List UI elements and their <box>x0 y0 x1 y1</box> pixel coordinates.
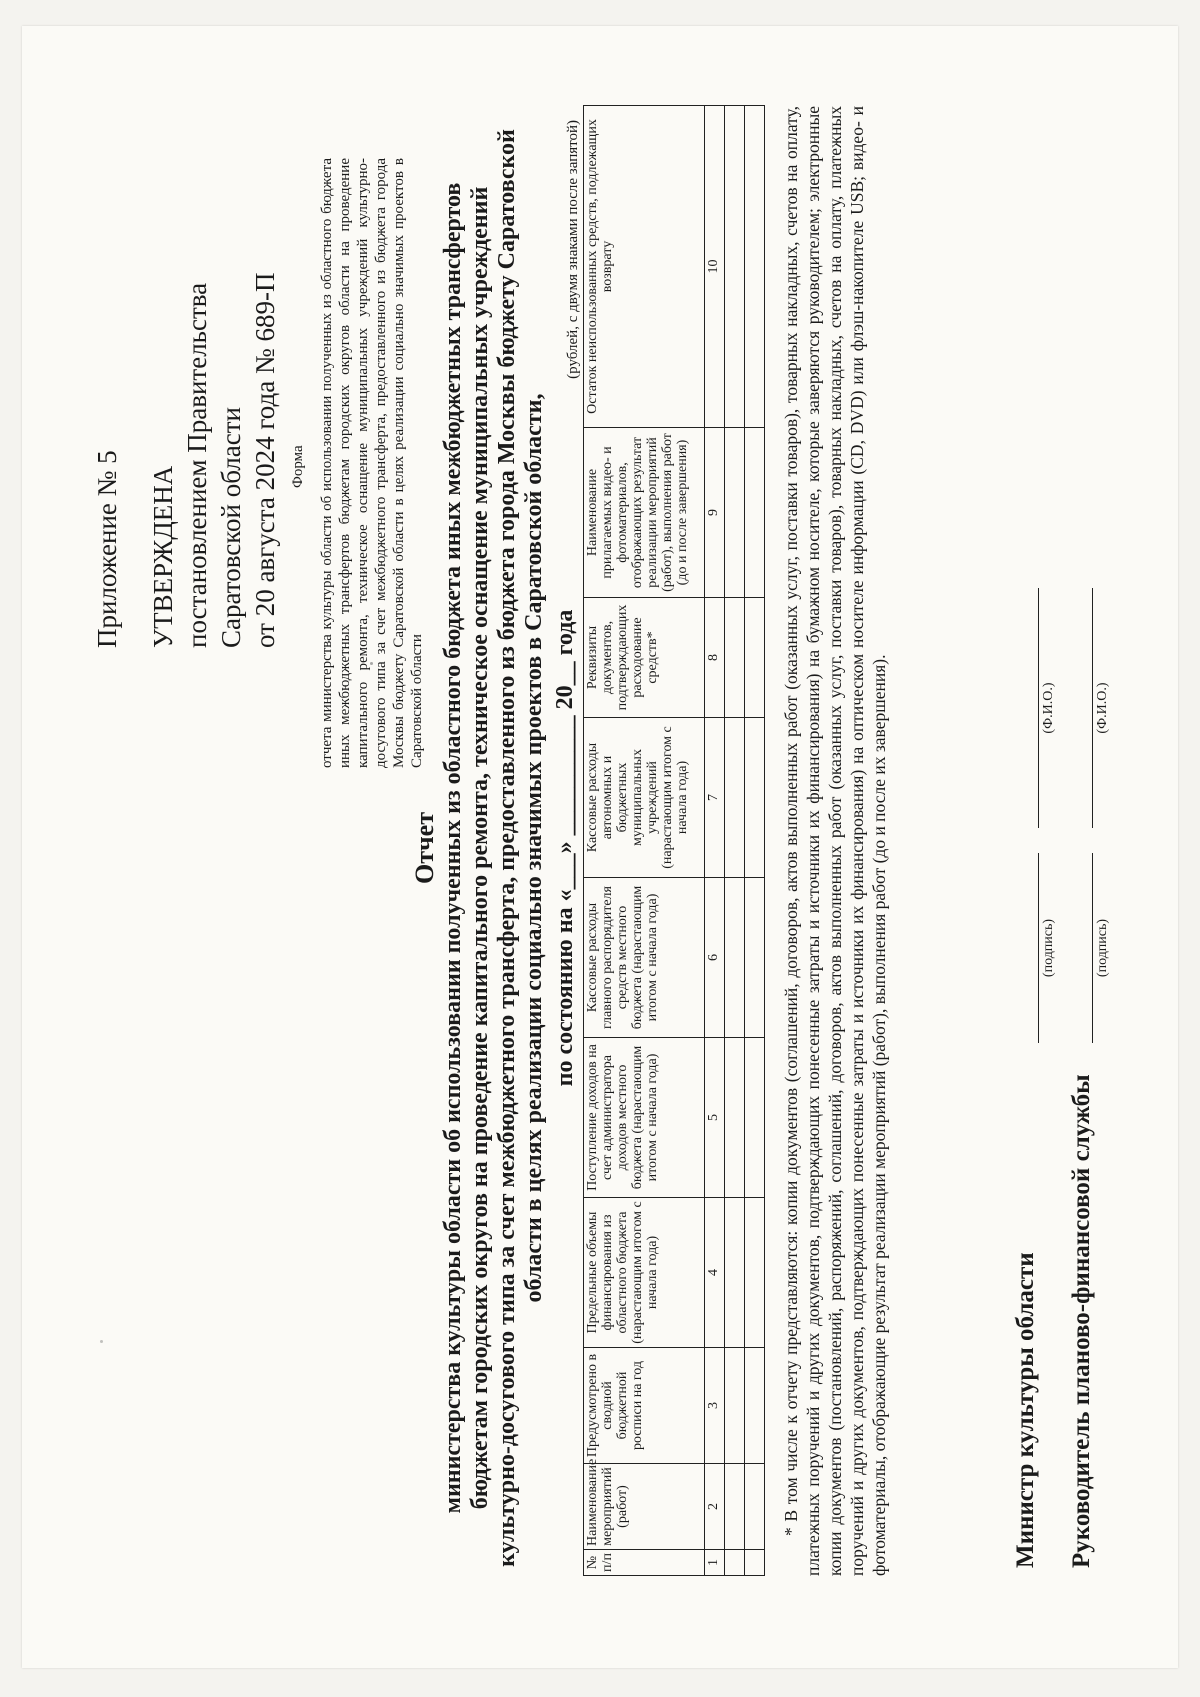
approved-line-3: от 20 августа 2024 года № 689-П <box>250 272 280 648</box>
report-title <box>410 98 580 1598</box>
appendix-block <box>90 128 282 648</box>
table-cell <box>725 1464 745 1550</box>
column-number: 5 <box>705 1038 725 1198</box>
table-cell <box>725 718 745 878</box>
column-number: 8 <box>705 598 725 718</box>
table-cell <box>725 598 745 718</box>
table-cell <box>745 598 765 718</box>
table-cell <box>745 1464 765 1550</box>
table-header-row <box>584 106 705 1576</box>
table-cell <box>745 878 765 1038</box>
table-row <box>725 106 745 1576</box>
column-number: 2 <box>705 1464 725 1550</box>
header-cell: Кассовые расходы главного распорядителя средств местного бюджета (нарастающим итогом с начала года) <box>584 878 705 1038</box>
table-cell <box>725 106 745 428</box>
signature-line <box>1092 853 1093 1043</box>
header-cell: Наименование прилагаемых видео- и фотоматериалов, отображающих результат реализации мероприятий (работ), выполнения работ (до и после завершения) <box>584 428 705 598</box>
table-cell <box>745 1550 765 1576</box>
header-cell: № п/п <box>584 1550 705 1576</box>
header-cell: Предельные объемы финансирования из областного бюджета (нарастающим итогом с начала года) <box>584 1198 705 1348</box>
rotated-document <box>80 98 1120 1598</box>
approved-line-1: постановлением Правительства <box>182 282 212 648</box>
signature-caption: (подпись) <box>1095 918 1110 978</box>
appendix-number: Приложение № 5 <box>92 450 122 648</box>
name-line <box>1038 588 1039 828</box>
approved-label: УТВЕРЖДЕНА <box>148 465 178 648</box>
header-cell: Наименование мероприятий (работ) <box>584 1464 705 1550</box>
form-label: Форма <box>290 445 306 488</box>
table-cell <box>725 1550 745 1576</box>
form-description: отчета министерства культуры области об использовании полученных из областного бюджета иных межбюджетных трансфертов бюджетам городских округов области на проведение капитального ремонта, техническое оснащение муниципальных учреждений культурно-досугового типа за счет межбюджетного трансферта, предоставленного из бюджета города Москвы бюджету Саратовской области в целях реализации социально значимых проектов в Саратовской области <box>319 158 425 768</box>
header-cell: Остаток неиспользованных средств, подлежащих возврату <box>584 106 705 428</box>
report-body: министерства культуры области об использовании полученных из областного бюджета иных межбюджетных трансфертов бюджетам городских округов на проведение капитального ремонта, техническое оснащение муниципальных учреждений культурно-досугового типа за счет межбюджетного трансферта, предоставленного из бюджета города Москвы бюджету Саратовской области в целях реализации социально значимых проектов в Саратовской области, <box>440 129 547 1567</box>
column-number: 4 <box>705 1198 725 1348</box>
column-number: 3 <box>705 1348 725 1464</box>
table-cell <box>745 106 765 428</box>
header-cell: Предусмотрено в сводной бюджетной росписи на год <box>584 1348 705 1464</box>
header-cell: Поступление доходов на счет администратора доходов местного бюджета (нарастающим итогом с начала года) <box>584 1038 705 1198</box>
name-line <box>1092 588 1093 828</box>
table-cell <box>725 1038 745 1198</box>
report-table <box>583 105 765 1576</box>
footnote: * В том числе к отчету представляются: копии документов (соглашений, договоров, актов выполненных работ (оказанных услуг, поставки товаров), товарных накладных, счетов на оплату, платежных поручений и других документов, подтверждающих понесенные затраты и источники их финансирования) на бумажном носителе, которые заверяются руководителем; электронные копии документов (постановлений, распоряжений, соглашений, договоров, актов выполненных работ (оказанных услуг, поставки товаров), товарных накладных, счетов на оплату, платежных поручений и других документов, подтверждающих понесенные затраты и источники их финансирования) на оптическом носителе информации (CD, DVD) или флэш-накопителе USB; видео- и фотоматериалы, отображающие результат реализации мероприятий (работ), выполнения работ (до и после их завершения). <box>781 106 889 1576</box>
signature-line <box>1038 853 1039 1043</box>
column-number: 7 <box>705 718 725 878</box>
table-row <box>745 106 765 1576</box>
table-cell <box>745 1038 765 1198</box>
column-number: 9 <box>705 428 725 598</box>
name-caption: (Ф.И.О.) <box>1095 682 1110 734</box>
table-cell <box>725 428 745 598</box>
header-cell: Кассовые расходы автономных и бюджетных муниципальных учреждений (нарастающим итогом с начала года) <box>584 718 705 878</box>
signature-finance-head: Руководитель планово-финансовой службы <box>1068 1074 1095 1568</box>
column-number: 1 <box>705 1550 725 1576</box>
units-note: (рублей, с двумя знаками после запятой) <box>565 120 581 379</box>
table-cell <box>745 718 765 878</box>
signature-minister: Министр культуры области <box>1012 1252 1039 1568</box>
approved-line-2: Саратовской области <box>216 407 246 648</box>
table-cell <box>725 1198 745 1348</box>
report-date-line: по состоянию на «___» __________ 20__ года <box>552 609 578 1087</box>
table-cell <box>725 878 745 1038</box>
report-heading: Отчет <box>410 812 439 884</box>
name-caption: (Ф.И.О.) <box>1041 682 1056 734</box>
header-cell: Реквизиты документов, подтверждающих расходование средств* <box>584 598 705 718</box>
column-number-row <box>705 106 725 1576</box>
table-cell <box>745 1198 765 1348</box>
table-cell <box>745 1348 765 1464</box>
column-number: 6 <box>705 878 725 1038</box>
column-number: 10 <box>705 106 725 428</box>
table-cell <box>725 1348 745 1464</box>
table-cell <box>745 428 765 598</box>
signature-caption: (подпись) <box>1041 918 1056 978</box>
